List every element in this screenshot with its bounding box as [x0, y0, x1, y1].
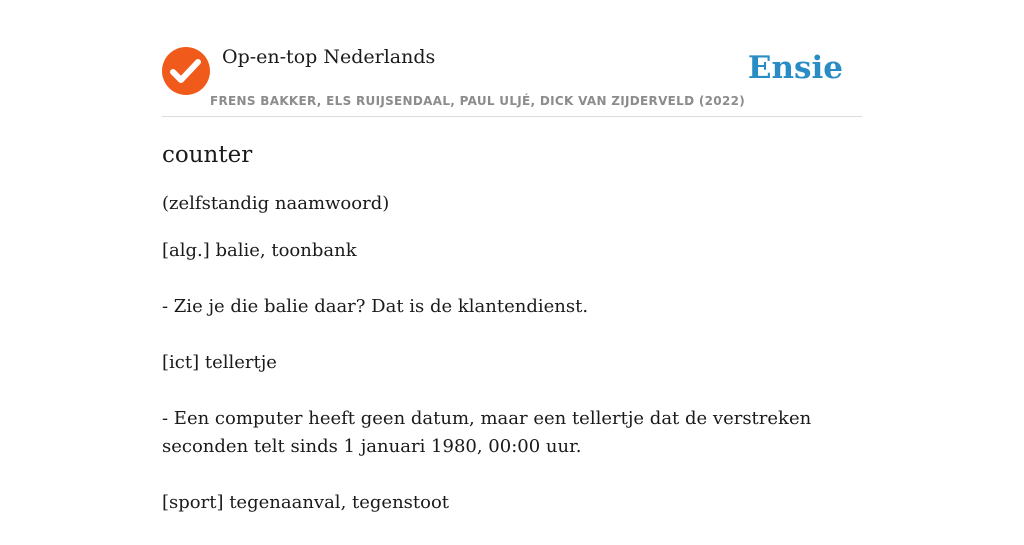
- ensie-logo-link[interactable]: Ensie: [747, 50, 843, 86]
- example-line: - Een computer heeft geen datum, maar een tellertje dat de verstreken seconden telt sinds 1 januari 1980, 00:00 uur.: [162, 408, 812, 457]
- example-line: - Zie je die balie daar? Dat is de klantendienst.: [162, 296, 589, 317]
- source-logo: [162, 47, 210, 95]
- source-authors: FRENS BAKKER, ELS RUIJSENDAAL, PAUL ULJÉ, DICK VAN ZIJDERVELD (2022): [210, 94, 746, 108]
- definition-line: [alg.] balie, toonbank: [162, 240, 357, 261]
- source-title[interactable]: Op-en-top Nederlands: [222, 46, 436, 68]
- checkmark-icon: [162, 47, 210, 95]
- entry-content: [162, 140, 862, 545]
- entry-part-of-speech: (zelfstandig naamwoord): [162, 193, 390, 214]
- definition-line: [sport] tegenaanval, tegenstoot: [162, 492, 450, 513]
- source-header: [162, 0, 862, 117]
- entry-term: counter: [162, 142, 253, 168]
- definition-line: [ict] tellertje: [162, 352, 277, 373]
